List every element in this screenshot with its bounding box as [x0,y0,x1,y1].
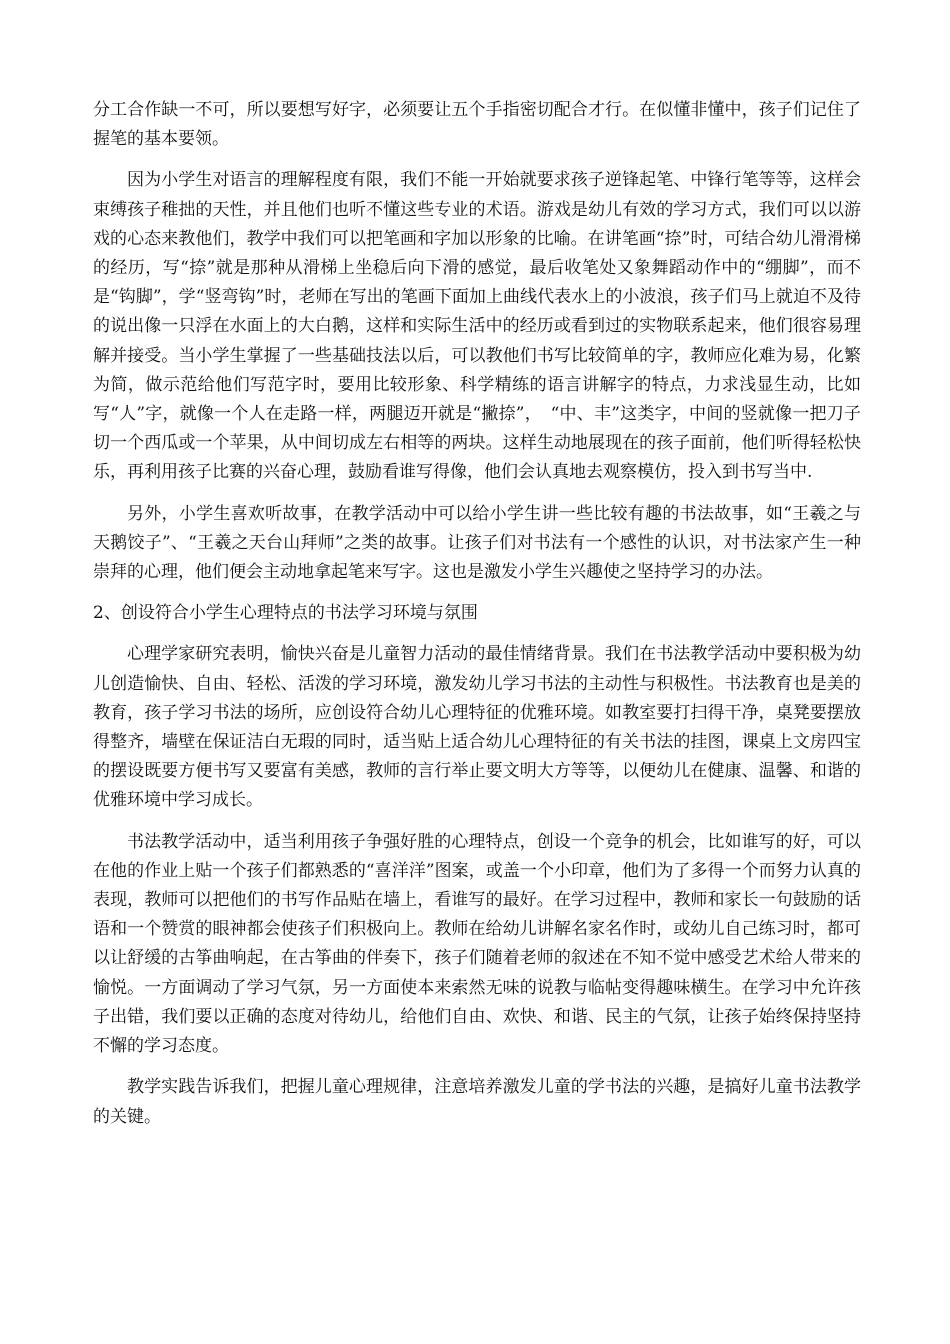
paragraph-stories: 另外，小学生喜欢听故事，在教学活动中可以给小学生讲一些比较有趣的书法故事，如“王羲之与天鹅饺子”、“王羲之天台山拜师”之类的故事。让孩子们对书法有一个感性的认识，对书法家产生一种崇拜的心理，他们便会主动地拿起笔来写字。这也是激发小学生兴趣使之坚持学习的办法。 [93,503,861,583]
paragraph-psychology: 心理学家研究表明，愉快兴奋是儿童智力活动的最佳情绪背景。我们在书法教学活动中要积极为幼儿创造愉快、自由、轻松、活泼的学习环境，激发幼儿学习书法的主动性与积极性。书法教育也是美的教育，孩子学习书法的场所，应创设符合幼儿心理特征的优雅环境。如教室要打扫得干净，桌凳要摆放得整齐，墙壁在保证洁白无瑕的同时，适当贴上适合幼儿心理特征的有关书法的挂图，课桌上文房四宝的摆设既要方便书写又要富有美感，教师的言行举止要文明大方等等，以便幼儿在健康、温馨、和谐的优雅环境中学习成长。 [93,644,861,811]
paragraph-conclusion: 教学实践告诉我们，把握儿童心理规律，注意培养激发儿童的学书法的兴趣，是搞好儿童书法教学的关键。 [93,1077,861,1127]
paragraph-competition: 书法教学活动中，适当利用孩子争强好胜的心理特点，创设一个竞争的机会，比如谁写的好，可以在他的作业上贴一个孩子们都熟悉的“喜洋洋”图案，或盖一个小印章，他们为了多得一个而努力认真的表现，教师可以把他们的书写作品贴在墙上，看谁写的最好。在学习过程中，教师和家长一句鼓励的话语和一个赞赏的眼神都会使孩子们积极向上。教师在给幼儿讲解名家名作时，或幼儿自己练习时，都可以让舒缓的古筝曲响起，在古筝曲的伴奏下，孩子们随着老师的叙述在不知不觉中感受艺术给人带来的愉悦。一方面调动了学习气氛，另一方面使本来索然无味的说教与临帖变得趣味横生。在学习中允许孩子出错，我们要以正确的态度对待幼儿，给他们自由、欢快、和谐、民主的气氛，让孩子始终保持坚持不懈的学习态度。 [93,831,861,1057]
document-page [93,96,861,1144]
section-heading: 2、创设符合小学生心理特点的书法学习环境与氛围 [93,603,478,624]
paragraph-teaching-method: 因为小学生对语言的理解程度有限，我们不能一开始就要求孩子逆锋起笔、中锋行笔等等，这样会束缚孩子稚拙的天性，并且他们也听不懂这些专业的术语。游戏是幼儿有效的学习方式，我们可以以游戏的心态来教他们，教学中我们可以把笔画和字加以形象的比喻。在讲笔画“捺”时，可结合幼儿滑滑梯的经历，写“捺”就是那种从滑梯上坐稳后向下滑的感觉，最后收笔处又象舞蹈动作中的“绷脚”，而不是“钩脚”，学“竖弯钩”时，老师在写出的笔画下面加上曲线代表水上的小波浪，孩子们马上就迫不及待的说出像一只浮在水面上的大白鹅，这样和实际生活中的经历或看到过的实物联系起来，他们很容易理解并接受。当小学生掌握了一些基础技法以后，可以教他们书写比较简单的字，教师应化难为易，化繁为简，做示范给他们写范字时，要用比较形象、科学精练的语言讲解字的特点，力求浅显生动，比如写“人”字，就像一个人在走路一样，两腿迈开就是“撇捺”， “中、丰”这类字，中间的竖就像一把刀子切一个西瓜或一个苹果，从中间切成左右相等的两块。这样生动地展现在的孩子面前，他们听得轻松快乐，再利用孩子比赛的兴奋心理，鼓励看谁写得像，他们会认真地去观察模仿，投入到书写当中. [93,170,861,483]
paragraph-continuation: 分工合作缺一不可，所以要想写好字，必须要让五个手指密切配合才行。在似懂非懂中，孩子们记住了握笔的基本要领。 [93,100,861,150]
